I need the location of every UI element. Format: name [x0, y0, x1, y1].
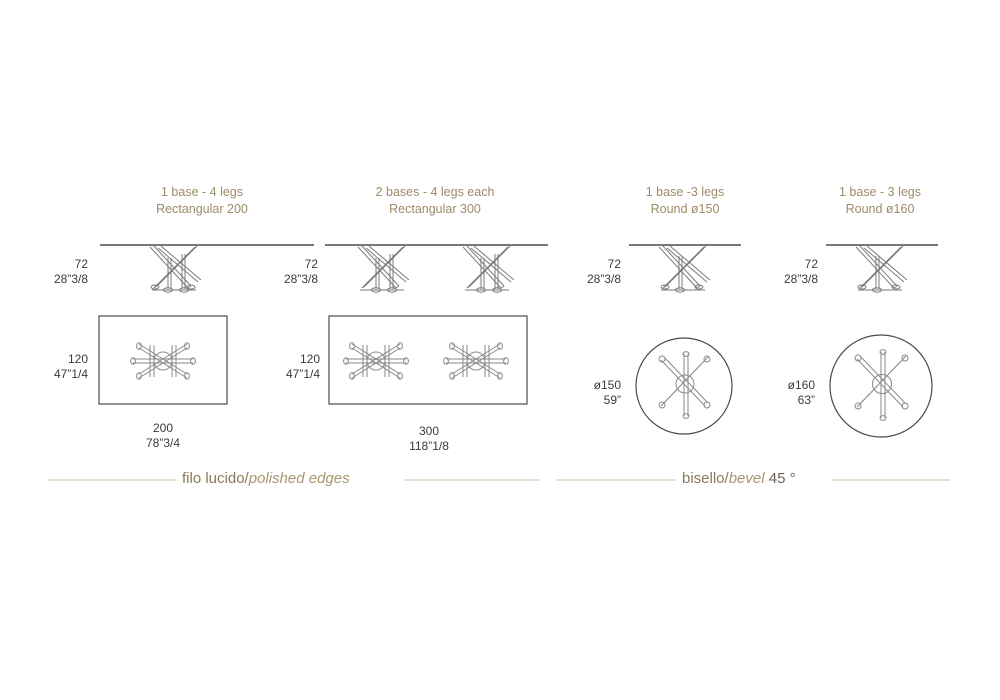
width-cm: 300 — [418, 424, 440, 438]
diameter-label-round-160 — [730, 378, 815, 408]
column-title-line1: 1 base - 4 legs — [161, 185, 243, 199]
depth-in: 47”1/4 — [285, 367, 320, 381]
height-cm: 72 — [74, 257, 88, 271]
top-view-round-160 — [828, 333, 934, 439]
height-label-round-160 — [752, 257, 818, 287]
footer-rules — [0, 472, 1000, 492]
depth-label-rectangular-300 — [246, 352, 320, 382]
height-in: 28”3/8 — [53, 272, 88, 286]
top-view-rectangular-200 — [98, 315, 228, 405]
column-rectangular-200 — [92, 184, 312, 218]
side-view-rectangular-300 — [320, 236, 550, 316]
column-title-line2: Rectangular 300 — [389, 202, 481, 216]
height-in: 28”3/8 — [283, 272, 318, 286]
column-round-160 — [795, 184, 965, 218]
width-in: 78”3/4 — [145, 436, 181, 450]
top-view-round-150 — [634, 336, 734, 436]
diameter-cm: ø150 — [593, 378, 621, 392]
width-label-rectangular-300 — [369, 424, 489, 454]
column-title-rectangular-200 — [92, 184, 312, 218]
caption-polished-edges-en: polished edges — [248, 470, 350, 487]
column-title-line1: 2 bases - 4 legs each — [375, 185, 495, 199]
caption-bevel-en: bevel — [728, 470, 765, 487]
height-cm: 72 — [304, 257, 318, 271]
height-in: 28”3/8 — [783, 272, 818, 286]
column-title-rectangular-300 — [300, 184, 570, 218]
column-title-line2: Round ø150 — [650, 202, 720, 216]
column-title-round-150 — [600, 184, 770, 218]
diameter-in: 59” — [603, 393, 621, 407]
height-cm: 72 — [804, 257, 818, 271]
height-label-rectangular-300 — [252, 257, 318, 287]
caption-polished-edges-it: filo lucido/ — [182, 470, 249, 487]
column-title-line1: 1 base - 3 legs — [839, 185, 921, 199]
depth-in: 47”1/4 — [53, 367, 88, 381]
caption-bevel-angle: 45 ° — [768, 470, 796, 487]
column-title-round-160 — [795, 184, 965, 218]
column-title-line2: Rectangular 200 — [156, 202, 248, 216]
side-view-round-150 — [625, 236, 745, 316]
depth-label-rectangular-200 — [14, 352, 88, 382]
diameter-in: 63” — [797, 393, 815, 407]
width-cm: 200 — [152, 421, 174, 435]
caption-polished-edges — [182, 470, 350, 487]
top-view-rectangular-300 — [328, 315, 528, 405]
height-label-round-150 — [555, 257, 621, 287]
caption-bevel-it: bisello/ — [682, 470, 729, 487]
caption-bevel — [682, 470, 796, 487]
height-label-rectangular-200 — [22, 257, 88, 287]
side-view-round-160 — [822, 236, 942, 316]
height-cm: 72 — [607, 257, 621, 271]
depth-cm: 120 — [67, 352, 88, 366]
column-rectangular-300 — [300, 184, 570, 218]
column-title-line2: Round ø160 — [845, 202, 915, 216]
column-round-150 — [600, 184, 770, 218]
width-in: 118”1/8 — [409, 439, 449, 453]
height-in: 28”3/8 — [586, 272, 621, 286]
depth-cm: 120 — [299, 352, 320, 366]
diameter-cm: ø160 — [787, 378, 815, 392]
column-title-line1: 1 base -3 legs — [645, 185, 725, 199]
width-label-rectangular-200 — [103, 421, 223, 451]
diameter-label-round-150 — [536, 378, 621, 408]
